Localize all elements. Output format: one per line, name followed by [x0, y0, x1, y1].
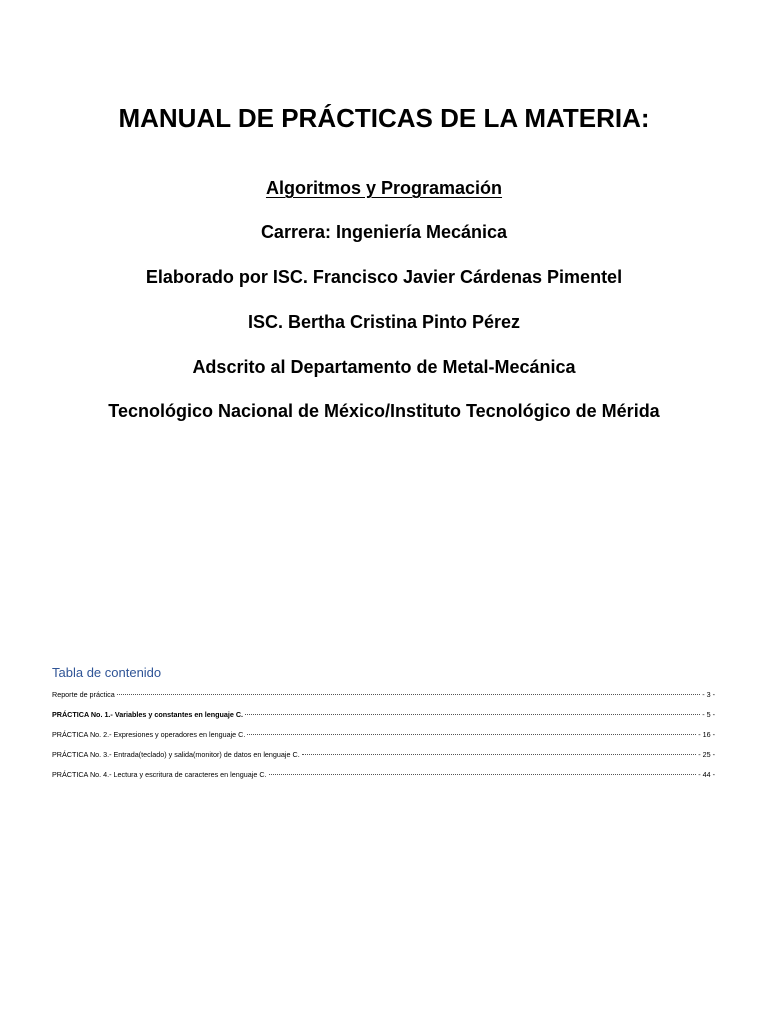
toc-dot-leader: [269, 774, 697, 775]
toc-dot-leader: [247, 734, 696, 735]
toc-entry-text: [52, 745, 300, 765]
career-line: Carrera: Ingeniería Mecánica: [260, 222, 508, 242]
toc-page-number: - 3 -: [702, 690, 715, 699]
toc-entry-prefix: PRÁCTICA No. 4.-: [52, 770, 112, 779]
toc-entry[interactable]: [52, 765, 715, 785]
toc-entry-title: Lectura y escritura de caracteres en lenguaje C.: [111, 770, 267, 779]
toc-page-number: - 44 -: [698, 770, 715, 779]
toc-entry-prefix: PRÁCTICA No. 3.-: [52, 750, 112, 759]
toc-dot-leader: [245, 714, 700, 715]
toc-entry-text: [52, 765, 267, 785]
author-line-2: ISC. Bertha Cristina Pinto Pérez: [247, 312, 521, 332]
author-line-1: Elaborado por ISC. Francisco Javier Cárdenas Pimentel: [145, 267, 623, 287]
institution-line: Tecnológico Nacional de México/Instituto Tecnológico de Mérida: [108, 401, 660, 421]
toc-entry[interactable]: [52, 725, 715, 745]
toc-page-number: - 16 -: [698, 730, 715, 739]
table-of-contents: [52, 663, 715, 785]
toc-entry-prefix: PRÁCTICA No. 2.-: [52, 730, 112, 739]
document-title: MANUAL DE PRÁCTICAS DE LA MATERIA:: [118, 103, 650, 133]
toc-entry[interactable]: [52, 685, 715, 705]
toc-entry-text: [52, 705, 243, 725]
toc-entry-text: [52, 725, 245, 745]
toc-dot-leader: [302, 754, 697, 755]
toc-entry[interactable]: [52, 705, 715, 725]
subject-name: Algoritmos y Programación: [265, 178, 503, 198]
department-line: Adscrito al Departamento de Metal-Mecánica: [192, 357, 576, 377]
toc-page-number: - 5 -: [702, 710, 715, 719]
toc-dot-leader: [117, 694, 700, 695]
toc-heading: Tabla de contenido: [52, 665, 162, 680]
toc-entry-title: Entrada(teclado) y salida(monitor) de datos en lenguaje C.: [111, 750, 300, 759]
toc-entry-prefix: PRÁCTICA No. 1.-: [52, 710, 113, 719]
toc-entry-text: Reporte de práctica: [52, 690, 115, 699]
toc-entry-title: Expresiones y operadores en lenguaje C.: [111, 730, 246, 739]
toc-entry-title: Variables y constantes en lenguaje C.: [112, 710, 244, 719]
toc-page-number: - 25 -: [698, 750, 715, 759]
toc-entry[interactable]: [52, 745, 715, 765]
